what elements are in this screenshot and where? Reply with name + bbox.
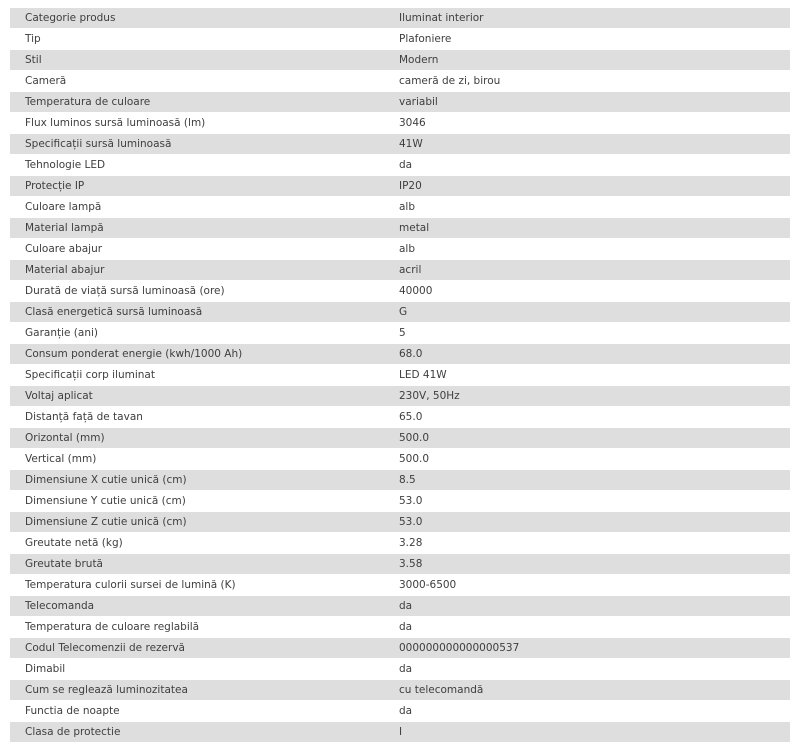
spec-label: Flux luminos sursă luminoasă (lm) [10, 113, 388, 134]
spec-row [10, 386, 790, 407]
spec-row [10, 617, 790, 638]
spec-label: Dimabil [10, 659, 388, 680]
spec-label: Dimensiune X cutie unică (cm) [10, 470, 388, 491]
spec-value: IP20 [388, 176, 790, 197]
spec-value: 500.0 [388, 449, 790, 470]
spec-value: 41W [388, 134, 790, 155]
spec-value: 3046 [388, 113, 790, 134]
spec-row [10, 92, 790, 113]
spec-value: 8.5 [388, 470, 790, 491]
spec-value: Modern [388, 50, 790, 71]
spec-label: Dimensiune Z cutie unică (cm) [10, 512, 388, 533]
spec-label: Voltaj aplicat [10, 386, 388, 407]
spec-label: Temperatura de culoare reglabilă [10, 617, 388, 638]
spec-label: Protecție IP [10, 176, 388, 197]
spec-row [10, 596, 790, 617]
spec-label: Culoare abajur [10, 239, 388, 260]
spec-row [10, 218, 790, 239]
spec-row [10, 407, 790, 428]
spec-value: 3000-6500 [388, 575, 790, 596]
spec-label: Temperatura de culoare [10, 92, 388, 113]
spec-label: Cameră [10, 71, 388, 92]
product-specs-table [10, 8, 790, 743]
spec-label: Greutate netă (kg) [10, 533, 388, 554]
spec-row [10, 260, 790, 281]
spec-value: 5 [388, 323, 790, 344]
spec-value: Plafoniere [388, 29, 790, 50]
spec-row [10, 533, 790, 554]
spec-value: 53.0 [388, 512, 790, 533]
spec-label: Dimensiune Y cutie unică (cm) [10, 491, 388, 512]
spec-value: I [388, 722, 790, 743]
spec-value: 000000000000000537 [388, 638, 790, 659]
spec-row [10, 554, 790, 575]
spec-value: LED 41W [388, 365, 790, 386]
spec-value: da [388, 617, 790, 638]
spec-row [10, 197, 790, 218]
spec-label: Clasa de protectie [10, 722, 388, 743]
spec-row [10, 638, 790, 659]
spec-row [10, 365, 790, 386]
spec-row [10, 470, 790, 491]
spec-row [10, 71, 790, 92]
spec-row [10, 659, 790, 680]
spec-value: 65.0 [388, 407, 790, 428]
spec-value: 3.58 [388, 554, 790, 575]
spec-row [10, 575, 790, 596]
spec-value: 230V, 50Hz [388, 386, 790, 407]
spec-label: Functia de noapte [10, 701, 388, 722]
spec-value: 40000 [388, 281, 790, 302]
spec-label: Cum se reglează luminozitatea [10, 680, 388, 701]
spec-value: variabil [388, 92, 790, 113]
spec-label: Material lampă [10, 218, 388, 239]
spec-label: Vertical (mm) [10, 449, 388, 470]
spec-row [10, 491, 790, 512]
spec-label: Specificații corp iluminat [10, 365, 388, 386]
spec-label: Telecomanda [10, 596, 388, 617]
spec-label: Codul Telecomenzii de rezervă [10, 638, 388, 659]
spec-label: Temperatura culorii sursei de lumină (K) [10, 575, 388, 596]
spec-value: da [388, 659, 790, 680]
spec-label: Garanție (ani) [10, 323, 388, 344]
spec-row [10, 134, 790, 155]
spec-row [10, 29, 790, 50]
spec-value: 500.0 [388, 428, 790, 449]
spec-row [10, 323, 790, 344]
spec-label: Specificații sursă luminoasă [10, 134, 388, 155]
spec-row [10, 701, 790, 722]
spec-label: Material abajur [10, 260, 388, 281]
spec-label: Consum ponderat energie (kwh/1000 Ah) [10, 344, 388, 365]
spec-label: Tip [10, 29, 388, 50]
spec-row [10, 50, 790, 71]
spec-label: Greutate brută [10, 554, 388, 575]
spec-label: Durată de viață sursă luminoasă (ore) [10, 281, 388, 302]
spec-row [10, 8, 790, 29]
spec-value: da [388, 596, 790, 617]
spec-value: G [388, 302, 790, 323]
spec-row [10, 680, 790, 701]
spec-value: da [388, 155, 790, 176]
spec-value: 53.0 [388, 491, 790, 512]
spec-label: Categorie produs [10, 8, 388, 29]
spec-value: da [388, 701, 790, 722]
product-specs-body [10, 8, 790, 743]
spec-row [10, 512, 790, 533]
spec-label: Orizontal (mm) [10, 428, 388, 449]
spec-label: Distanță față de tavan [10, 407, 388, 428]
spec-row [10, 344, 790, 365]
spec-value: cameră de zi, birou [388, 71, 790, 92]
spec-label: Tehnologie LED [10, 155, 388, 176]
spec-value: acril [388, 260, 790, 281]
spec-row [10, 176, 790, 197]
spec-row [10, 449, 790, 470]
spec-value: 3.28 [388, 533, 790, 554]
spec-row [10, 428, 790, 449]
spec-row [10, 113, 790, 134]
spec-value: metal [388, 218, 790, 239]
spec-value: Iluminat interior [388, 8, 790, 29]
spec-value: alb [388, 197, 790, 218]
spec-row [10, 302, 790, 323]
spec-row [10, 281, 790, 302]
spec-label: Clasă energetică sursă luminoasă [10, 302, 388, 323]
spec-label: Stil [10, 50, 388, 71]
spec-row [10, 155, 790, 176]
spec-value: alb [388, 239, 790, 260]
spec-row [10, 722, 790, 743]
spec-value: 68.0 [388, 344, 790, 365]
spec-value: cu telecomandă [388, 680, 790, 701]
spec-label: Culoare lampă [10, 197, 388, 218]
spec-row [10, 239, 790, 260]
